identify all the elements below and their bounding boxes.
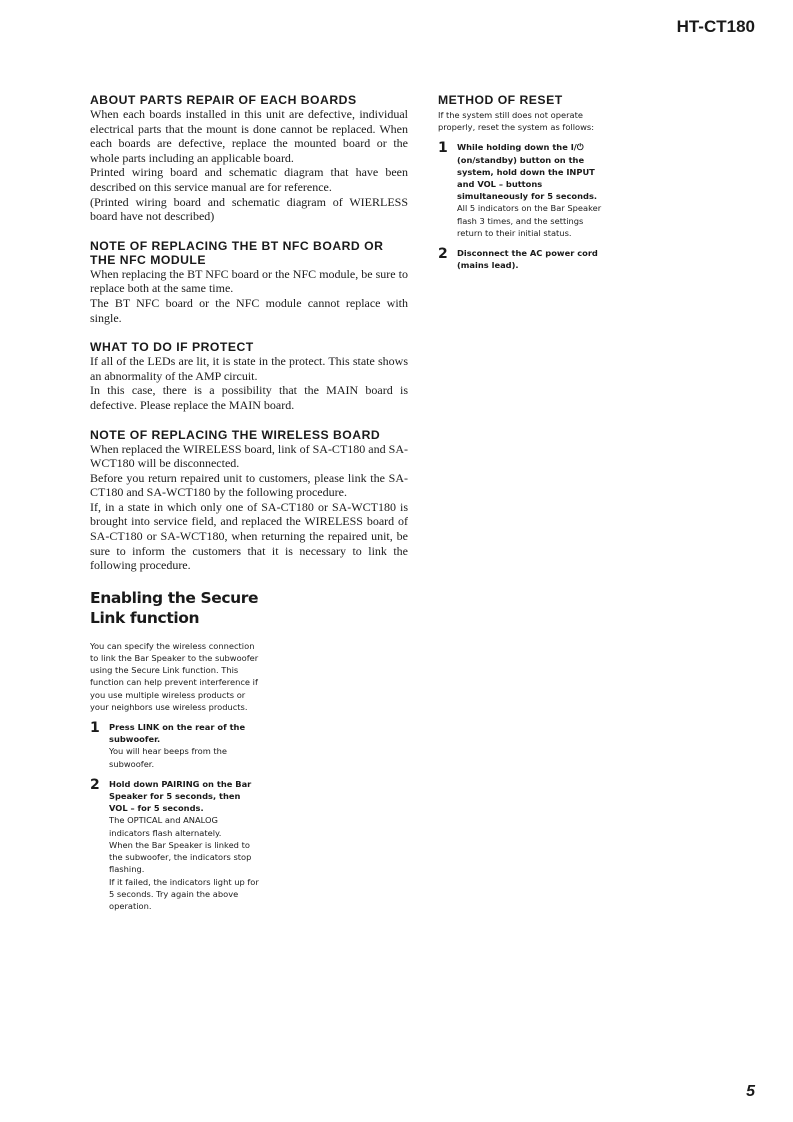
secure-step	[90, 721, 260, 770]
section-body: When replaced the WIRELESS board, link of SA-CT180 and SA-WCT180 will be disconnected. Before you return repaired unit to customers, please link the SA-CT180 and SA-WCT180 by the following procedure. If, in a state in which only one of SA-CT180 or SA-WCT180 is brought into service field, and replaced the WIRELESS board of SA-CT180 or SA-WCT180, when returning the repaired unit, be sure to inform the customers that it is necessary to link the following procedure.	[90, 441, 408, 573]
section-heading: NOTE OF REPLACING THE WIRELESS BOARD	[90, 427, 381, 442]
page-number: 5	[746, 1083, 755, 1100]
step-instruction: Disconnect the AC power cord (mains lead).	[457, 248, 598, 271]
step-number: 2	[438, 246, 448, 263]
section-bt-nfc	[90, 239, 408, 325]
section-body: If all of the LEDs are lit, it is state in the protect. This state shows an abnormality of the AMP circuit. In this case, there is a possibility that the MAIN board is defective. Please replace the MAIN board.	[90, 354, 408, 412]
section-wireless-board	[90, 428, 408, 573]
secure-link-intro: You can specify the wireless connection to link the Bar Speaker to the subwoofer using the Secure Link function. This function can help prevent interference if you use multiple wireless products or your neighbors use wireless products.	[90, 640, 259, 712]
section-heading: NOTE OF REPLACING THE BT NFC BOARD OR THE NFC MODULE	[90, 238, 384, 267]
section-heading: ABOUT PARTS REPAIR OF EACH BOARDS	[90, 93, 357, 107]
section-body: When replacing the BT NFC board or the NFC module, be sure to replace both at the same time. The BT NFC board or the NFC module cannot replace with single.	[90, 266, 408, 325]
section-body: When each boards installed in this unit are defective, individual electrical parts that the mount is done cannot be replaced. When each boards are defective, replace the mounted board or the whole parts including an applicable board. Printed wiring board and schematic diagram that have been described on this service manual are for reference. (Printed wiring board and schematic diagram of WIERLESS board have not described)	[90, 107, 408, 224]
reset-heading: METHOD OF RESET	[438, 93, 563, 107]
step-note: The OPTICAL and ANALOG indicators flash alternately. When the Bar Speaker is linked to the subwoofer, the indicators stop flashing. If it failed, the indicators light up for 5 seconds. Try again the above operation.	[109, 815, 259, 911]
section-parts-repair	[90, 93, 408, 224]
section-heading: WHAT TO DO IF PROTECT	[90, 340, 254, 355]
section-protect	[90, 340, 408, 412]
reset-step	[438, 247, 608, 271]
reset-intro: If the system still does not operate properly, reset the system as follows:	[438, 110, 595, 133]
step-note: You will hear beeps from the subwoofer.	[109, 746, 228, 769]
right-column	[438, 93, 608, 271]
secure-link-section	[90, 588, 260, 912]
step-number: 2	[90, 776, 100, 793]
reset-step	[438, 141, 608, 239]
left-column	[90, 93, 408, 912]
secure-step	[90, 778, 260, 912]
step-instruction: While holding down the I/⏻ (on/standby) button on the system, hold down the INPUT and VOL – buttons simultaneously for 5 seconds.	[457, 142, 598, 202]
model-number: HT-CT180	[676, 17, 755, 36]
step-number: 1	[90, 720, 100, 737]
step-note: All 5 indicators on the Bar Speaker flash 3 times, and the settings return to their initial status.	[457, 203, 602, 238]
secure-link-title: Enabling the Secure Link function	[90, 588, 259, 627]
step-instruction: Hold down PAIRING on the Bar Speaker for 5 seconds, then VOL – for 5 seconds.	[109, 778, 252, 814]
step-instruction: Press LINK on the rear of the subwoofer.	[109, 722, 246, 745]
step-number: 1	[438, 140, 448, 157]
